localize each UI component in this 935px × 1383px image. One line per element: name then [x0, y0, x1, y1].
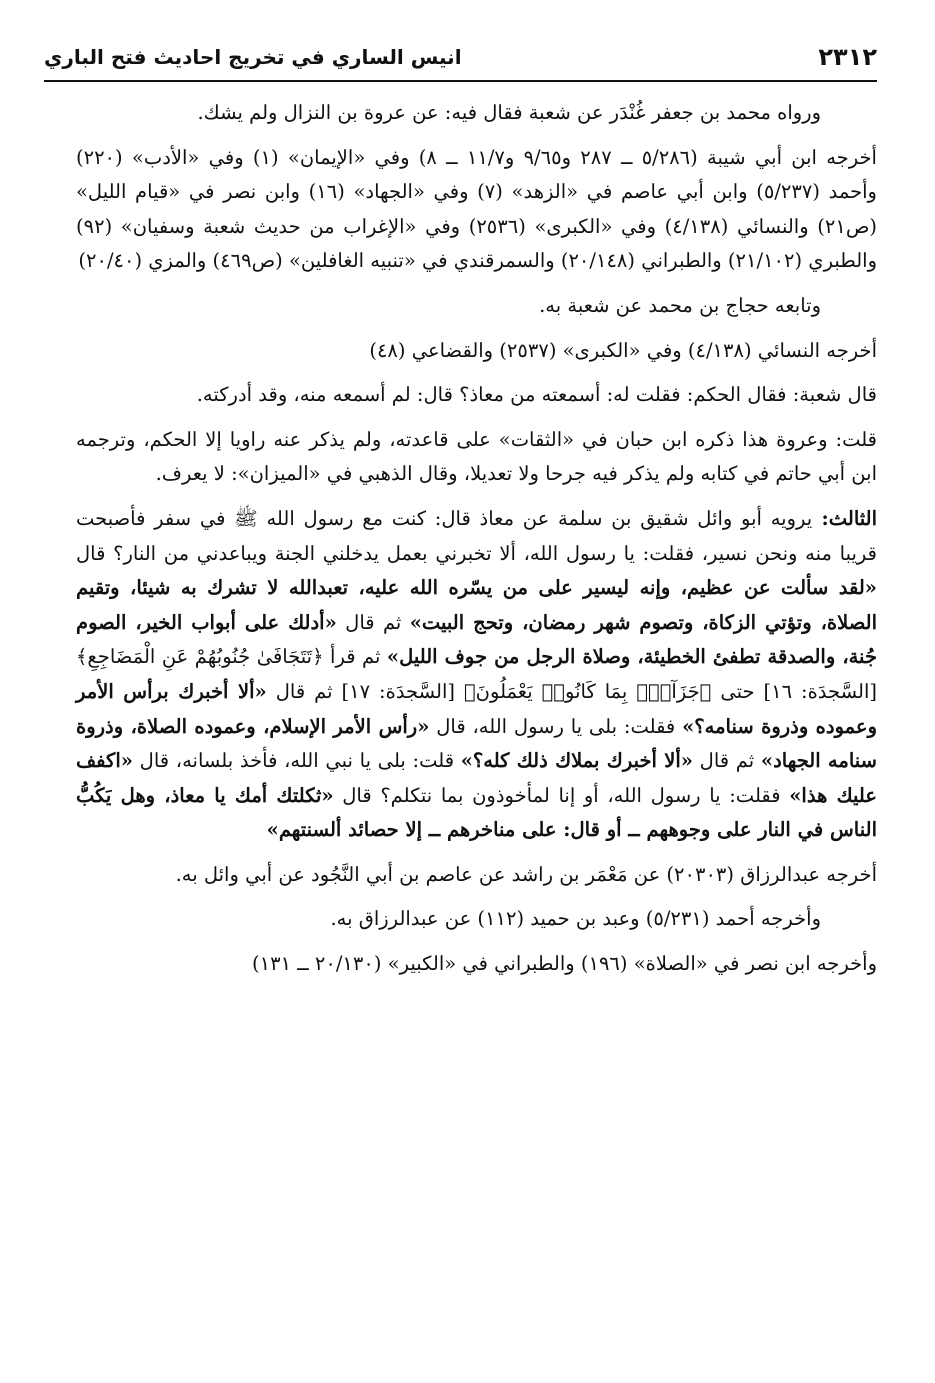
text-run: قلت: وعروة هذا ذكره ابن حبان في «الثقات» على قاعدته، ولم يذكر عنه راويا إلا الحكم، وترجمه ابن أبي حاتم في كتابه ولم يذكر فيه جرحا ولا تعديلا، وقال الذهبي في «الميزان»: لا يعرف. [76, 427, 877, 486]
text-run: وتابعه حجاج بن محمد عن شعبة به. [539, 293, 821, 317]
text-run: يرويه أبو وائل شقيق بن سلمة عن معاذ قال: كنت مع رسول الله ﷺ في سفر فأصبحت قريبا منه ونحن نسير، فقلت: يا رسول الله، ألا تخبرني بعمل يدخلني الجنة ويباعدني من النار؟ قال [76, 506, 877, 565]
bold-text-run: «ألا أخبرك بملاك ذلك كله؟» [460, 749, 693, 773]
text-run: فقلت: بلى يا رسول الله، قال [429, 714, 683, 738]
bold-text-run: الثالث: [812, 506, 877, 530]
text-run: وأخرجه أحمد (٥/٢٣١) وعبد بن حميد (١١٢) عن عبدالرزاق به. [330, 907, 821, 931]
paragraph [76, 378, 877, 413]
text-run: فقلت: يا رسول الله، أو إنا لمأخوذون بما نتكلم؟ قال [333, 783, 790, 807]
bold-text-run: «ثكلتك أمك يا معاذ، وهل يَكُبُّ الناس في النار على وجوههم ــ أو قال: على مناخرهم ــ إلا حصائد ألسنتهم» [76, 783, 877, 842]
header-divider [44, 80, 877, 82]
bold-text-run: «رأس الأمر الإسلام، وعموده الصلاة، وذروة سنامه الجهاد» [76, 714, 877, 773]
main-text [76, 96, 877, 992]
bold-text-run: «اكفف عليك هذا» [76, 749, 878, 807]
page-number: ٢٣١٢ [818, 43, 877, 71]
paragraph [76, 141, 877, 279]
bold-text-run: «أدلك على أبواب الخير، الصوم جُنة، والصدقة تطفئ الخطيئة، وصلاة الرجل من جوف الليل» [76, 610, 877, 669]
paragraph [76, 902, 877, 937]
paragraph [76, 947, 877, 982]
text-run: ورواه محمد بن جعفر غُنْدَر عن شعبة فقال فيه: عن عروة بن النزال ولم يشك. [197, 101, 821, 124]
text-run: ثم قرأ ﴿تَتَجَافَىٰ جُنُوبُهُمْ عَنِ الْمَضَاجِعِ﴾ [السَّجدَة: ١٦] حتى ﴿جَزَآءَۢ بِمَا كَانُوا۟ يَعْمَلُونَ﴾ [السَّجدَة: ١٧] ثم قال [76, 645, 877, 703]
paragraph [76, 289, 877, 324]
text-run: وأخرجه ابن نصر في «الصلاة» (١٩٦) والطبراني في «الكبير» (٢٠/١٣٠ ــ ١٣١) [252, 952, 877, 976]
text-run: أخرجه ابن أبي شيبة (٥/٢٨٦ ــ ٢٨٧ و٩/٦٥ و١١/٧ ــ ٨) وفي «الإيمان» (١) وفي «الأدب» (٢٢٠) وأحمد (٥/٢٣٧) وابن أبي عاصم في «الزهد» (٧) وفي «الجهاد» (١٦) وابن نصر في «قيام الليل» (ص٢١) والنسائي (٤/١٣٨) وفي «الكبرى» (٢٥٣٦) وفي «الإغراب من حديث شعبة وسفيان» (٩٢) والطبري (٢١/١٠٢) والطبراني (٢٠/١٤٨) والسمرقندي في «تنبيه الغافلين» (ص٤٦٩) والمزي (٢٠/٤٠) [76, 145, 877, 273]
text-run: ثم قال [336, 610, 410, 634]
paragraph [76, 96, 877, 131]
text-run: قلت: بلى يا نبي الله، فأخذ بلسانه، قال [132, 749, 461, 773]
page-header [44, 36, 877, 78]
bold-text-run: «ألا أخبرك برأس الأمر وعموده وذروة سنامه؟» [76, 679, 877, 738]
running-title: انيس الساري في تخريج احاديث فتح الباري [44, 45, 462, 69]
text-run: أخرجه عبدالرزاق (٢٠٣٠٣) عن مَعْمَر بن راشد عن عاصم بن أبي النَّجُود عن أبي وائل به. [175, 862, 877, 886]
text-run: أخرجه النسائي (٤/١٣٨) وفي «الكبرى» (٢٥٣٧) والقضاعي (٤٨) [369, 338, 877, 362]
paragraph [76, 502, 877, 848]
paragraph [76, 423, 877, 492]
bold-text-run: «لقد سألت عن عظيم، وإنه ليسير على من يسّره الله عليه، تعبدالله لا تشرك به شيئا، وتقيم الصلاة، وتؤتي الزكاة، وتصوم شهر رمضان، وتحج البيت» [76, 576, 877, 634]
paragraph [76, 334, 877, 369]
text-run: قال شعبة: فقال الحكم: فقلت له: أسمعته من معاذ؟ قال: لم أسمعه منه، وقد أدركته. [196, 383, 877, 407]
paragraph [76, 858, 877, 893]
text-run: ثم قال [692, 749, 761, 773]
